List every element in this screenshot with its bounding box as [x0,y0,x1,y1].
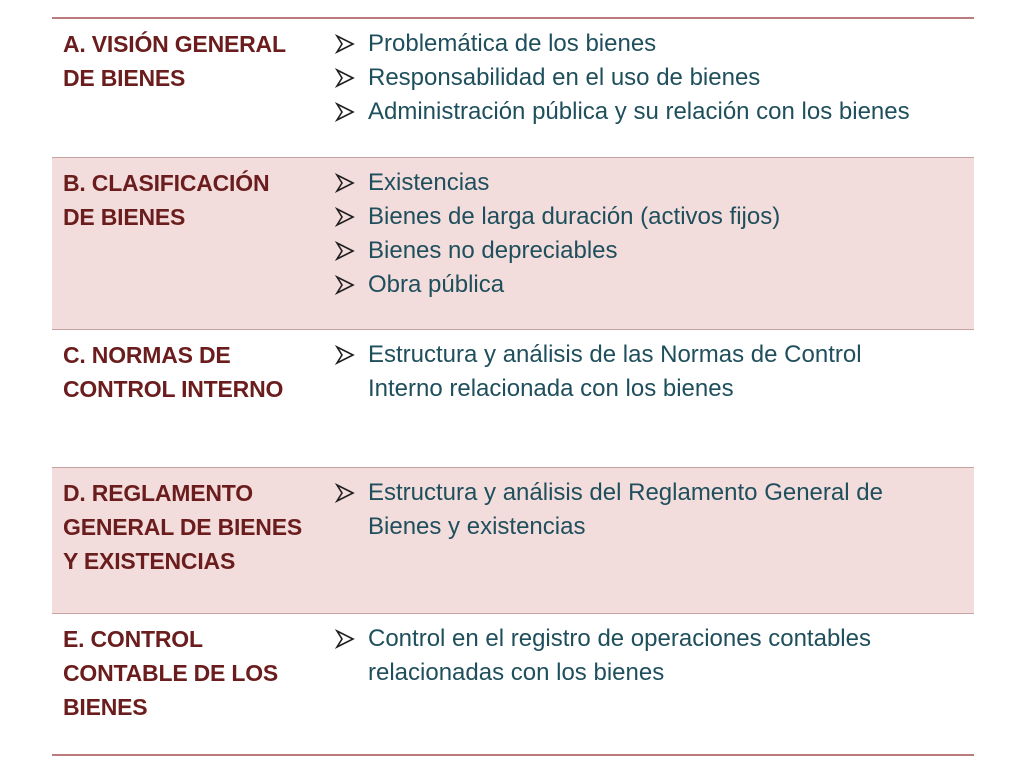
arrowhead-bullet-icon [334,61,360,95]
row-heading-line: D. REGLAMENTO [63,480,253,506]
list-item [330,338,966,406]
topics-table [52,17,974,756]
bullet-list [314,330,974,467]
list-item [330,234,966,268]
list-item-text-continued: Bienes y existencias [368,513,586,540]
table-row-vision-general [52,19,974,158]
row-heading [52,330,314,467]
list-item-text-continued: Interno relacionada con los bienes [368,375,734,402]
arrowhead-bullet-icon [334,27,360,61]
table-row-normas-control [52,330,974,468]
list-item [330,61,966,95]
arrowhead-bullet-icon [334,200,360,234]
list-item-text: Control en el registro de operaciones contables [368,625,871,652]
bullet-list [314,19,974,157]
row-heading-line: E. CONTROL [63,626,203,652]
list-item-text: Problemática de los bienes [368,30,657,57]
row-heading [52,614,314,754]
arrowhead-bullet-icon [334,622,360,656]
list-item-text: Administración pública y su relación con los bienes [368,98,910,125]
arrowhead-bullet-icon [334,476,360,510]
row-heading-line: Y EXISTENCIAS [63,548,236,574]
row-heading [52,468,314,613]
list-item [330,622,966,690]
row-heading-line: DE BIENES [63,65,186,91]
list-item-text: Existencias [368,169,490,196]
arrowhead-bullet-icon [334,268,360,302]
arrowhead-bullet-icon [334,234,360,268]
list-item [330,476,966,544]
list-item-text: Estructura y análisis de las Normas de Control [368,341,862,368]
table-row-reglamento [52,468,974,614]
list-item-text: Responsabilidad en el uso de bienes [368,64,761,91]
list-item-text: Bienes de larga duración (activos fijos) [368,203,781,230]
arrowhead-bullet-icon [334,95,360,129]
list-item-text: Obra pública [368,271,505,298]
list-item [330,95,966,129]
row-heading-line: DE BIENES [63,204,186,230]
row-heading-line: A. VISIÓN GENERAL [63,31,286,57]
list-item [330,268,966,302]
bullet-list [314,468,974,613]
row-heading [52,19,314,157]
bullet-list [314,614,974,754]
list-item [330,166,966,200]
arrowhead-bullet-icon [334,338,360,372]
row-heading-line: C. NORMAS DE [63,342,231,368]
list-item-text: Estructura y análisis del Reglamento General de [368,479,883,506]
list-item-text-continued: relacionadas con los bienes [368,659,665,686]
arrowhead-bullet-icon [334,166,360,200]
row-heading-line: GENERAL DE BIENES [63,514,302,540]
bullet-list [314,158,974,329]
row-heading-line: CONTABLE DE LOS [63,660,279,686]
list-item [330,27,966,61]
table-row-control-contable [52,614,974,754]
list-item [330,200,966,234]
row-heading-line: CONTROL INTERNO [63,376,284,402]
list-item-text: Bienes no depreciables [368,237,618,264]
row-heading-line: B. CLASIFICACIÓN [63,170,270,196]
table-row-clasificacion [52,158,974,330]
row-heading [52,158,314,329]
row-heading-line: BIENES [63,694,148,720]
